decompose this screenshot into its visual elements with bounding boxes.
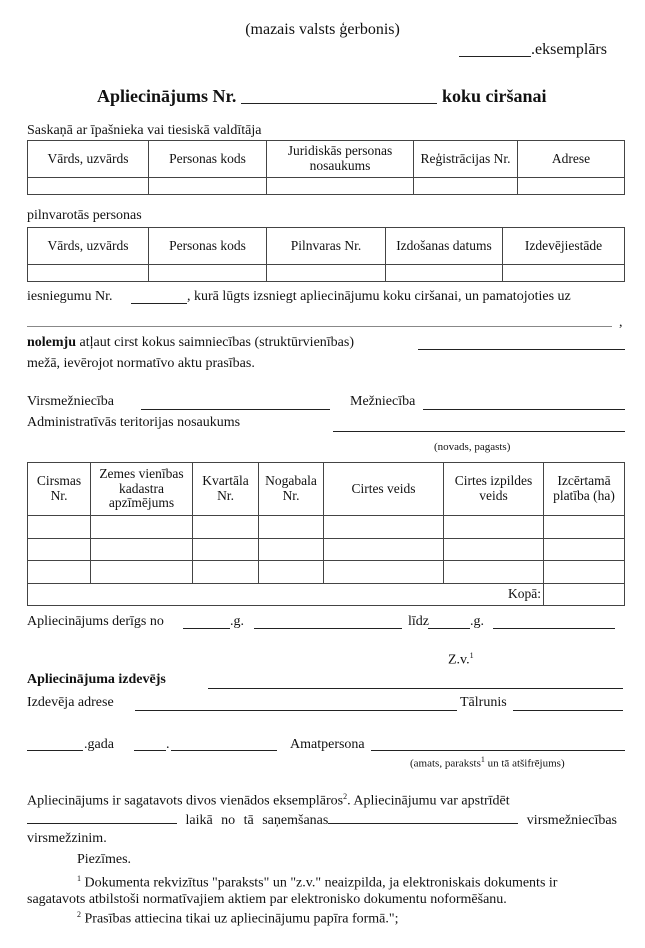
phone-label: Tālrunis (460, 695, 507, 710)
cell[interactable] (444, 516, 544, 539)
cell[interactable] (267, 265, 386, 282)
admin-territory-label: Administratīvās teritorijas nosaukums (27, 415, 241, 430)
footnote-mark: 2 (77, 910, 81, 919)
decide-bold: nolemju (27, 335, 76, 350)
note-1-cont: sagatavots atbilstoši normatīvajiem aktiem par elektronisko dokumentu noformēšanu. (27, 892, 507, 907)
cell[interactable] (193, 516, 259, 539)
col-header: Vārds, uzvārds (28, 228, 149, 265)
admin-hint: (novads, pagasts) (434, 441, 511, 453)
year-suffix: .g. (470, 614, 484, 629)
valid-from-date-line[interactable] (254, 628, 402, 629)
owner-table (27, 140, 625, 195)
footnote-ref: 1 (480, 755, 485, 764)
total-row (28, 584, 625, 606)
cell[interactable] (259, 516, 324, 539)
col-header: Nogabala Nr. (259, 463, 324, 516)
cell[interactable] (544, 516, 625, 539)
cell[interactable] (28, 539, 91, 561)
col-header: Cirtes veids (324, 463, 444, 516)
cell[interactable] (149, 178, 267, 195)
felling-table (27, 462, 625, 606)
official-hint-end: un tā atšifrējums) (484, 757, 565, 770)
valid-from-year-line[interactable] (183, 628, 230, 629)
table-row (28, 539, 625, 561)
cell[interactable] (259, 561, 324, 584)
col-header: Kvartāla Nr. (193, 463, 259, 516)
col-header: Vārds, uzvārds (28, 141, 149, 178)
cell[interactable] (259, 539, 324, 561)
col-header: Cirtes izpildes veids (444, 463, 544, 516)
cell[interactable] (91, 516, 193, 539)
coat-of-arms-placeholder: (mazais valsts ģerbonis) (245, 21, 400, 38)
col-header: Adrese (518, 141, 625, 178)
table-row (28, 265, 625, 282)
year-label: .gada (84, 737, 114, 752)
cell[interactable] (267, 178, 414, 195)
footnote-ref: 1 (469, 651, 474, 660)
cell[interactable] (193, 561, 259, 584)
table-row (28, 516, 625, 539)
forest-text: mežā, ievērojot normatīvo aktu prasības. (27, 356, 255, 371)
day-line[interactable] (134, 750, 166, 751)
copy-number-line[interactable] (459, 56, 531, 57)
table-row (28, 178, 625, 195)
cell[interactable] (444, 539, 544, 561)
official-label: Amatpersona (290, 737, 365, 752)
issuer-line[interactable] (208, 688, 623, 689)
col-header: Reģistrācijas Nr. (414, 141, 518, 178)
notice-paragraph: Apliecinājums ir sagatavots divos vienādos eksemplāros$^2$. Apliecinājumu var apstrīdēt laikā no tā saņemšanas virsmežniecības virsmežzinim. (27, 792, 617, 846)
cell[interactable] (324, 539, 444, 561)
cell[interactable] (544, 539, 625, 561)
validity-prefix: Apliecinājums derīgs no (27, 614, 164, 629)
issuer-label: Apliecinājuma izdevējs (27, 672, 166, 687)
col-header: Izcērtamā platība (ha) (544, 463, 625, 516)
table-row (28, 561, 625, 584)
cell[interactable] (91, 539, 193, 561)
issuer-address-label: Izdevēja adrese (27, 695, 114, 710)
cell[interactable] (386, 265, 503, 282)
official-line[interactable] (371, 750, 625, 751)
title-suffix: koku ciršanai (442, 86, 547, 106)
col-header: Izdošanas datums (386, 228, 503, 265)
col-header: Pilnvaras Nr. (267, 228, 386, 265)
col-header: Zemes vienības kadastra apzīmējums (91, 463, 193, 516)
note-2: Prasības attiecina tikai uz apliecinājumu papīra formā."; (81, 911, 399, 927)
cell[interactable] (414, 178, 518, 195)
footnote-mark: 1 (77, 874, 81, 883)
virsmezniecba-label: Virsmežniecība (27, 394, 115, 409)
stamp-label: Z.v. (448, 652, 470, 668)
cell[interactable] (518, 178, 625, 195)
cell[interactable] (193, 539, 259, 561)
application-number-line[interactable] (131, 303, 187, 304)
cell[interactable] (28, 516, 91, 539)
certificate-number-line[interactable] (241, 103, 437, 104)
mezniecba-line[interactable] (423, 409, 625, 410)
dot: . (166, 737, 170, 752)
valid-until-date-line[interactable] (493, 628, 615, 629)
cell[interactable] (28, 561, 91, 584)
phone-line[interactable] (513, 710, 623, 711)
col-header: Izdevējiestāde (503, 228, 625, 265)
issuer-address-line[interactable] (135, 710, 457, 711)
mezniecba-label: Mežniecība (350, 394, 416, 409)
total-label: Kopā: (28, 584, 544, 606)
cell[interactable] (91, 561, 193, 584)
owner-intro: Saskaņā ar īpašnieka vai tiesiskā valdītāja (27, 123, 262, 138)
valid-until-year-line[interactable] (428, 628, 470, 629)
official-hint: (amats, paraksts (410, 757, 481, 770)
application-suffix: , kurā lūgts izsniegt apliecinājumu koku ciršanai, un pamatojoties uz (187, 289, 571, 304)
col-header: Personas kods (149, 141, 267, 178)
title-prefix: Apliecinājums Nr. (97, 86, 237, 106)
cell[interactable] (28, 265, 149, 282)
authorized-intro: pilnvarotās personas (27, 208, 142, 223)
authorized-table (27, 227, 625, 282)
cell[interactable] (149, 265, 267, 282)
until-label: līdz (408, 614, 429, 629)
notes-title: Piezīmes. (77, 852, 132, 867)
basis-line[interactable] (27, 326, 612, 327)
col-header: Cirsmas Nr. (28, 463, 91, 516)
decide-text: atļaut cirst kokus saimniecības (struktūrvienības) (76, 335, 354, 350)
year-suffix: .g. (230, 614, 244, 629)
year-line[interactable] (27, 750, 83, 751)
copy-label: .eksemplārs (531, 41, 607, 58)
virsmezniecba-line[interactable] (141, 409, 330, 410)
application-prefix: iesniegumu Nr. (27, 289, 113, 304)
total-area-cell[interactable] (544, 584, 625, 606)
cell[interactable] (503, 265, 625, 282)
forest-unit-line[interactable] (418, 349, 625, 350)
cell[interactable] (544, 561, 625, 584)
appeal-authority-line[interactable] (328, 811, 518, 824)
appeal-period-line[interactable] (27, 811, 177, 824)
col-header: Juridiskās personas nosaukums (267, 141, 414, 178)
note-1: Dokumenta rekvizītus "paraksts" un "z.v." neaizpilda, ja elektroniskais dokuments ir (81, 875, 558, 891)
cell[interactable] (28, 178, 149, 195)
col-header: Personas kods (149, 228, 267, 265)
month-line[interactable] (171, 750, 277, 751)
admin-territory-line[interactable] (333, 431, 625, 432)
cell[interactable] (444, 561, 544, 584)
cell[interactable] (324, 561, 444, 584)
comma: , (619, 315, 623, 330)
cell[interactable] (324, 516, 444, 539)
